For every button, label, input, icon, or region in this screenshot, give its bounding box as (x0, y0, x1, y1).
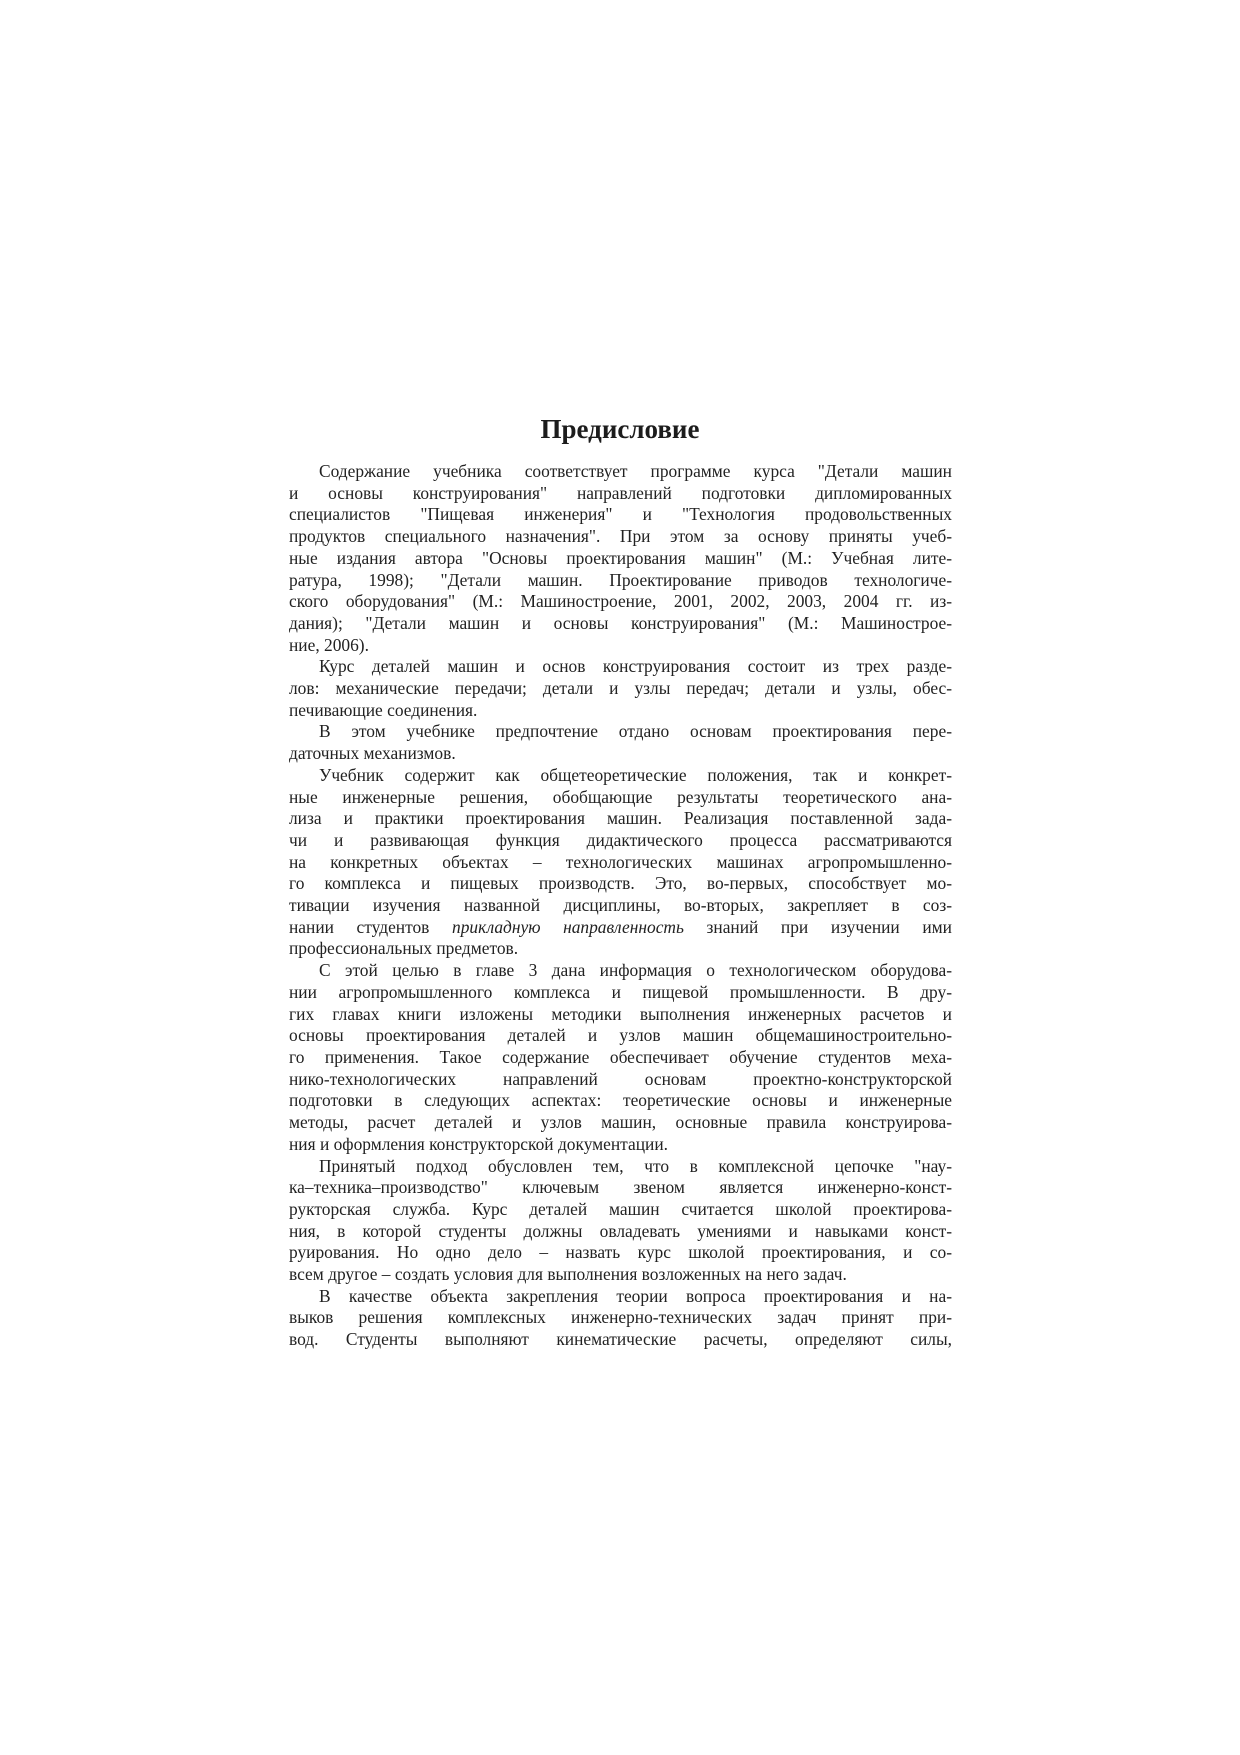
paragraph-7 (289, 1286, 952, 1351)
paragraph-1 (289, 461, 952, 656)
text-line: ные инженерные решения, обобщающие результаты теоретического ана- (289, 786, 952, 807)
text-line: всем другое – создать условия для выполнения возложенных на него задач. (289, 1264, 847, 1285)
text-line: ратура, 1998); "Детали машин. Проектирование приводов технологиче- (289, 569, 952, 590)
paragraph-2 (289, 656, 952, 721)
text-line: ные издания автора "Основы проектирования машин" (М.: Учебная лите- (289, 547, 952, 568)
paragraph-4 (289, 765, 952, 960)
text-line: основы проектирования деталей и узлов машин общемашиностроительно- (289, 1025, 952, 1046)
text-line: рукторская служба. Курс деталей машин считается школой проектирова- (289, 1198, 952, 1219)
text-line: лов: механические передачи; детали и узлы передач; детали и узлы, обес- (289, 678, 952, 699)
text-line: го комплекса и пищевых производств. Это, во-первых, способствует мо- (289, 873, 952, 894)
text-line: ского оборудования" (М.: Машиностроение, 2001, 2002, 2003, 2004 гг. из- (289, 591, 952, 612)
text-fragment: знаний при изучении ими (706, 916, 952, 937)
text-line: Курс деталей машин и основ конструирования состоит из трех разде- (319, 656, 952, 677)
text-line: профессиональных предметов. (289, 938, 519, 959)
text-line: ка–техника–производство" ключевым звеном является инженерно-конст- (289, 1177, 952, 1198)
text-line: чи и развивающая функция дидактического процесса рассматриваются (289, 829, 952, 850)
text-line: тивации изучения названной дисциплины, во-вторых, закрепляет в соз- (289, 895, 952, 916)
text-line: и основы конструирования" направлений подготовки дипломированных (289, 482, 952, 503)
text-line: В качестве объекта закрепления теории вопроса проектирования и на- (319, 1285, 952, 1306)
text-line: продуктов специального назначения". При этом за основу приняты учеб- (289, 526, 952, 547)
text-line: руирования. Но одно дело – назвать курс школой проектирования, и со- (289, 1242, 952, 1263)
text-line: вод. Студенты выполняют кинематические расчеты, определяют силы, (289, 1329, 952, 1350)
text-line: дания); "Детали машин и основы конструирования" (М.: Машинострое- (289, 612, 952, 633)
text-line: ния и оформления конструкторской документации. (289, 1133, 668, 1154)
text-line: лиза и практики проектирования машин. Реализация поставленной зада- (289, 808, 952, 829)
text-fragment: нании студентов (289, 916, 430, 937)
text-line: Учебник содержит как общетеоретические положения, так и конкрет- (319, 764, 952, 785)
preface-body (289, 461, 952, 1351)
text-line: Принятый подход обусловлен тем, что в комплексной цепочке "нау- (319, 1155, 952, 1176)
text-line: специалистов "Пищевая инженерия" и "Технология продовольственных (289, 504, 952, 525)
text-line: С этой целью в главе 3 дана информация о технологическом оборудова- (319, 960, 952, 981)
text-line: подготовки в следующих аспектах: теоретические основы и инженерные (289, 1090, 952, 1111)
paragraph-6 (289, 1156, 952, 1286)
text-line: гих главах книги изложены методики выполнения инженерных расчетов и (289, 1003, 952, 1024)
text-line: даточных механизмов. (289, 743, 456, 764)
text-line: ние, 2006). (289, 634, 369, 655)
text-line: нико-технологических направлений основам проектно-конструкторской (289, 1068, 952, 1089)
text-line: го применения. Такое содержание обеспечивает обучение студентов меха- (289, 1046, 952, 1067)
text-line: Содержание учебника соответствует программе курса "Детали машин (319, 461, 952, 481)
paragraph-5 (289, 960, 952, 1155)
text-line: на конкретных объектах – технологических машинах агропромышленно- (289, 851, 952, 872)
text-line: печивающие соединения. (289, 699, 478, 720)
emphasis-text: прикладную направленность (452, 916, 684, 937)
paragraph-3 (289, 721, 952, 764)
text-line: ния, в которой студенты должны овладевать умениями и навыками конст- (289, 1220, 952, 1241)
text-line: методы, расчет деталей и узлов машин, основные правила конструирова- (289, 1112, 952, 1133)
text-line: выков решения комплексных инженерно-технических задач принят при- (289, 1307, 952, 1328)
text-line: В этом учебнике предпочтение отдано основам проектирования пере- (319, 721, 952, 742)
page-title: Предисловие (540, 414, 700, 444)
text-line: нии агропромышленного комплекса и пищевой промышленности. В дру- (289, 981, 952, 1002)
text-line-with-emphasis (289, 917, 952, 939)
